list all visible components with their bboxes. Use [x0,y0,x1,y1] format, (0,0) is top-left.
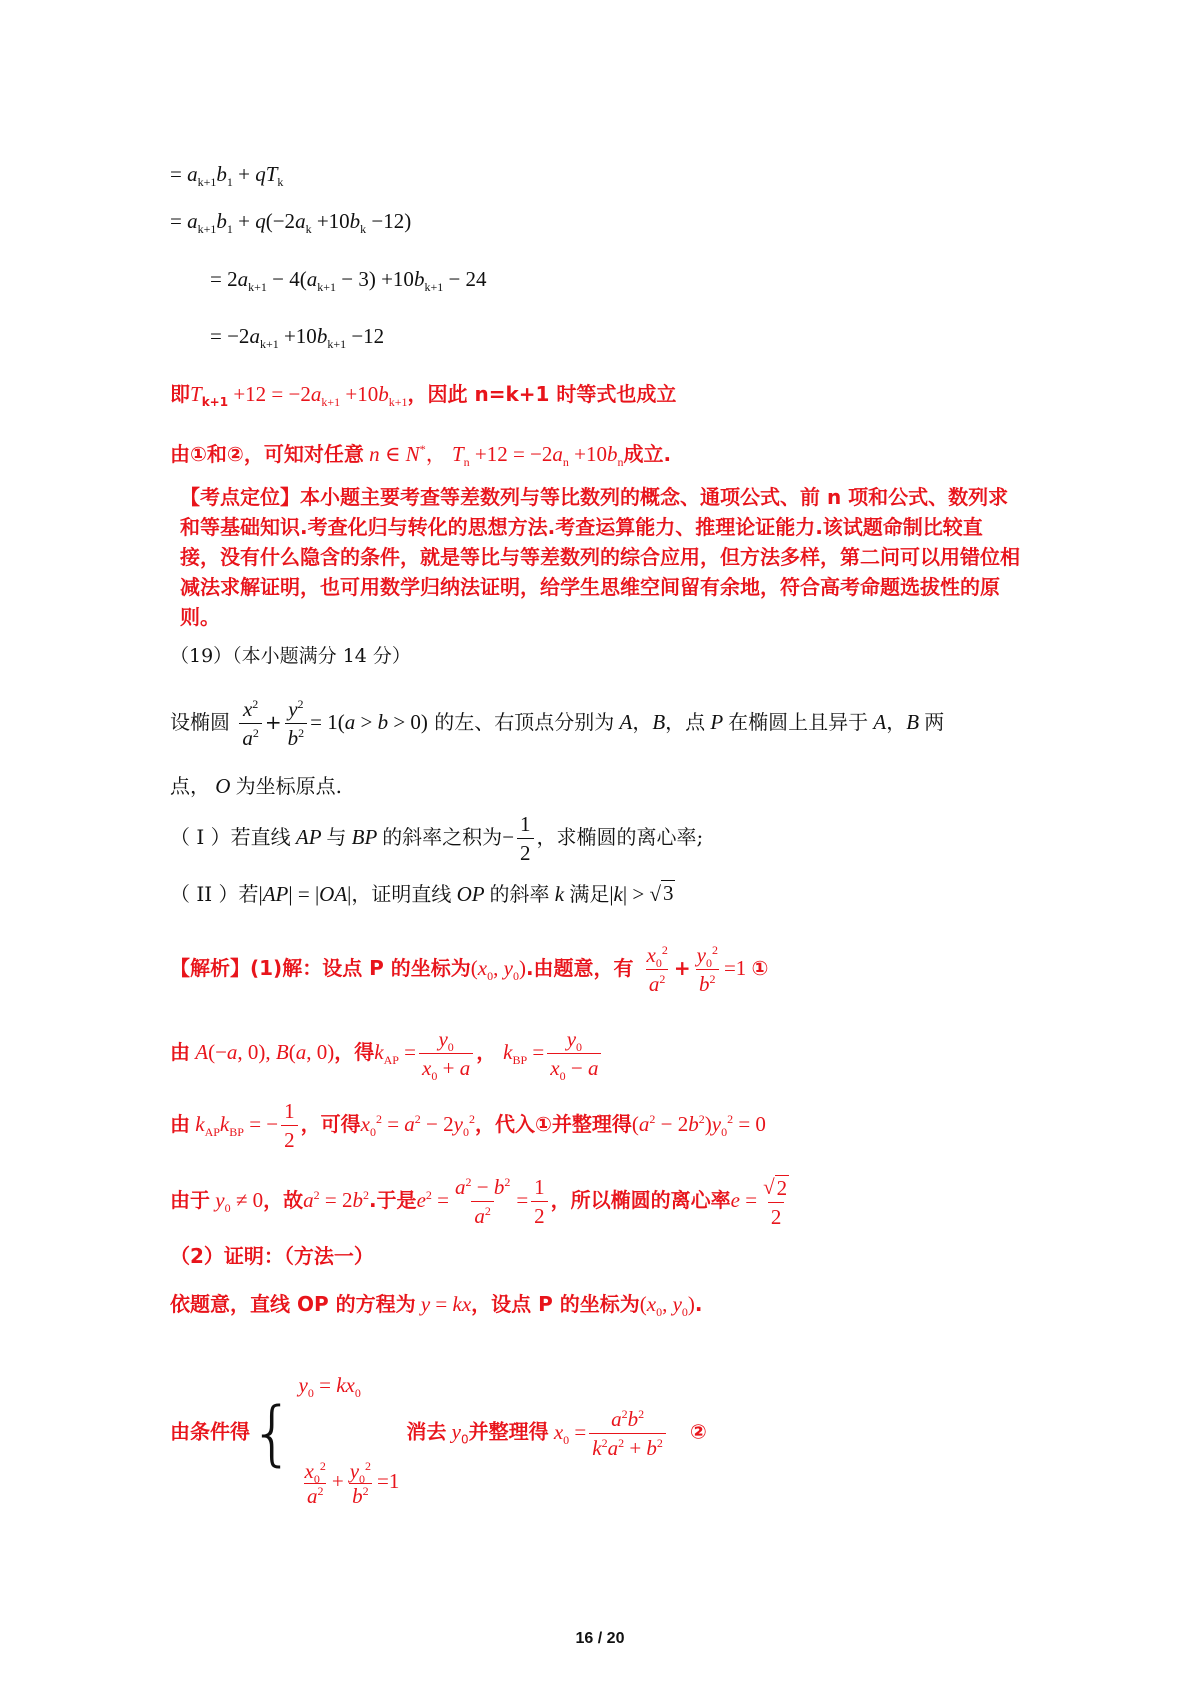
solution-line-op: 依题意，直线 OP 的方程为 y = kx，设点 P 的坐标为($x_0$, $y_0$). [170,1292,703,1319]
equation-line-2: = $a_{k+1}b_1 + q(-2a_k +10b_k -12)$ [170,209,412,236]
exam-point-paragraph [180,482,1020,632]
page-number: 16 / 20 [575,1630,625,1647]
conclusion-line-2: 由①和②，可知对任意 n ∈ N*， $T_n +12 = -2a_n +10b_n$成立. [170,442,672,469]
solution-product-line: 由 $k_{AP}k_{BP}$ = − $\frac{1}{2}$ ，可得$x_0^2 = a^2 - 2y_0^2$，代入①并整理得$(a^2 - 2b^2)y_0^2 = 0$ [170,1099,766,1152]
solution-part-1-line: 【解析】(1)解：设点 P 的坐标为($x_0$, $y_0$).由题意，有 $\frac{x_0^2}{a^2}$ + $\frac{y_0^2}{b^2}$ =1 ① [170,943,769,996]
solution-part-2-title: （2）证明：（方法一） [170,1244,374,1268]
equation-line-4: = $-2a_{k+1} +10b_{k+1} -12$ [210,324,385,351]
equation-line-1: = $a_{k+1}b_1 + qT_k$ [170,162,284,189]
exam-point-text: 本小题主要考查等差数列与等比数列的概念、通项公式、前 n 项和公式、数列求和等基础知识.考查化归与转化的思想方法.考查运算能力、推理论证能力.该试题命制比较直接，没有什么隐含的条件，就是等比与等差数列的综合应用，但方法多样，第二问可以用错位相减法求解证明，也可用数学归纳法证明，给学生思维空间留有余地，符合高考命题选拔性的原则。 [180,485,1020,629]
solution-eccentricity-line: 由于 $y_0 \ne 0$，故$a^2 = 2b^2$.于是$e^2$ = $\frac{a^2 - b^2}{a^2}$ = $\frac{1}{2}$ ，所以椭圆的离心率e = √ 2 2 [170,1174,788,1229]
problem-part-1: （ I ）若直线 AP 与 BP 的斜率之积为− $\frac{1}{2}$ ，求椭圆的离心率; [170,812,704,865]
equation-line-3: = $2a_{k+1} - 4(a_{k+1} - 3) +10b_{k+1} - 24$ [210,267,487,294]
problem-intro-line2: 点， O 为坐标原点. [170,774,343,798]
solution-slopes-line: 由 A(−a, 0), B(a, 0)，得$k_{AP}$ = $\frac{y_0}{x_0 + a}$ ， $k_{BP}$ = $\frac{y_0}{x_0 - a}$ [170,1022,604,1082]
conclusion-line-1: 即$T_{k+1} +12 = -2a_{k+1} +10b_{k+1}$，因此 n=k+1 时等式也成立 [170,382,677,409]
solution-label: 【解析】 [170,956,250,980]
exam-point-label: 【考点定位】 [180,485,300,509]
problem-part-2: （ II ）若|AP| = |OA|，证明直线 OP 的斜率 k 满足|k| > √ 3 [170,881,674,906]
problem-intro: 设椭圆 $\frac{x^2}{a^2}$ + $\frac{y^2}{b^2}$ = 1(a > b > 0) 的左、右顶点分别为 A，B，点 P 在椭圆上且异于 A，B 两 [170,697,945,750]
problem-header: （19）（本小题满分 14 分） [170,645,411,667]
solution-system-line: 由条件得{ $y_0 = kx_0$ $\frac{x_0^2}{a^2}$ + $\frac{y_0^2}{b^2}$ =1 消去 $y_0$并整理得 $x_0$ = $\frac{a^2b^2}{k^2a^2 + b^2}$ ② [170,1373,707,1508]
